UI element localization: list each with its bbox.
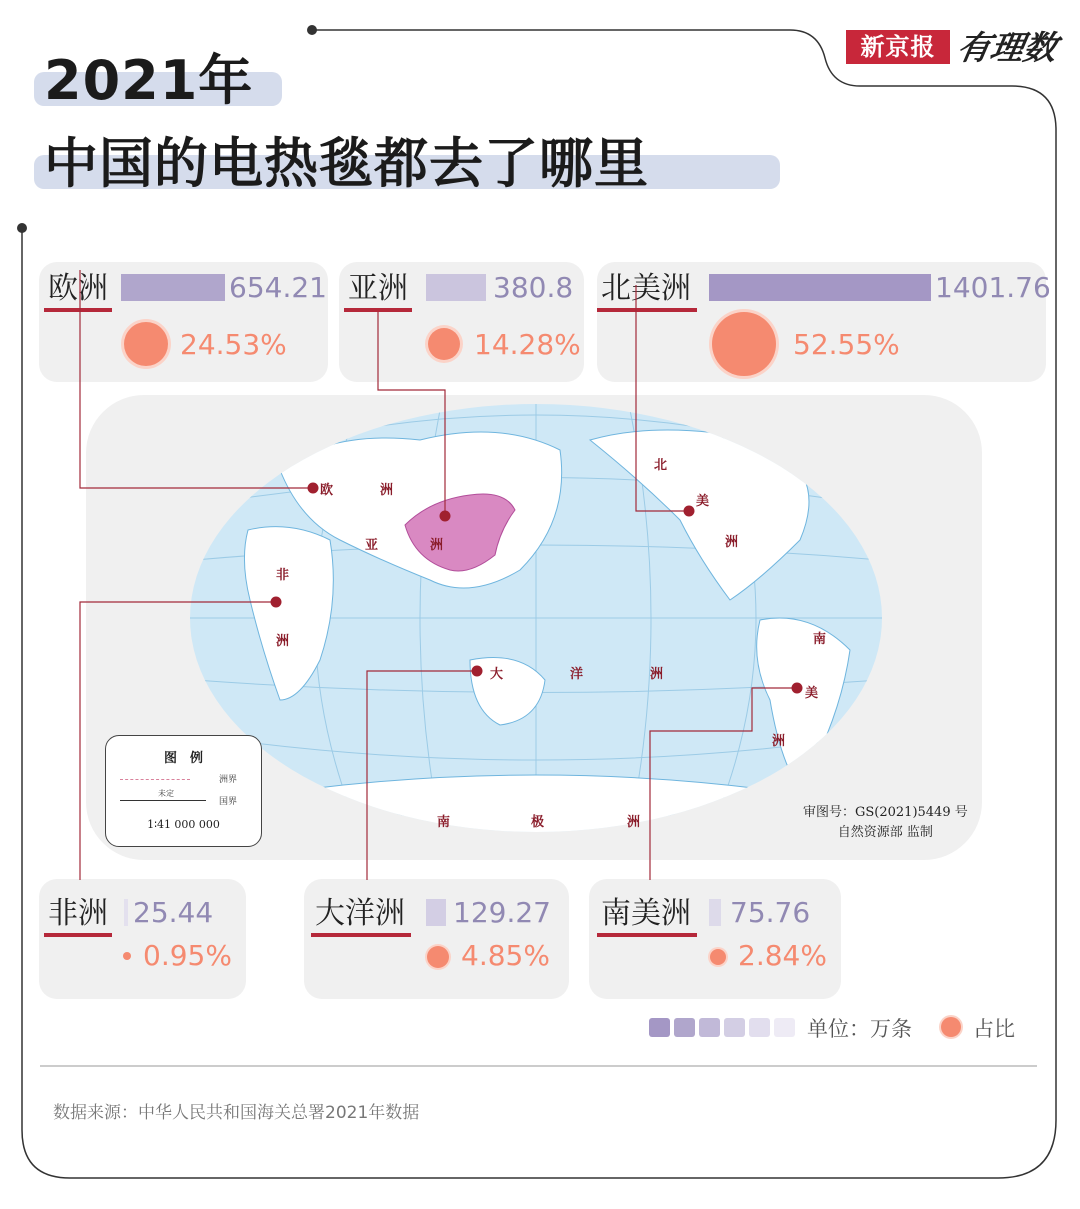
map-label-antarctica-2: 极 [531, 815, 545, 830]
map-label-north-america-2: 美 [696, 494, 710, 509]
map-label-antarctica-3: 洲 [627, 815, 641, 830]
share-legend-label: 占比 [973, 1017, 1015, 1041]
scale-swatch-5 [749, 1018, 770, 1037]
share-label-europe: 24.53% [180, 328, 287, 361]
map-legend-undetermined: 未定 [158, 789, 174, 798]
marker-north-america [684, 506, 695, 517]
scale-swatch-3 [699, 1018, 720, 1037]
marker-asia [440, 511, 451, 522]
connector-europe [80, 270, 313, 488]
value-label-oceania: 129.27 [453, 896, 551, 929]
continent-name-oceania: 大洋洲 [315, 896, 405, 931]
scale-swatch-6 [774, 1018, 795, 1037]
value-label-europe: 654.21 [229, 271, 327, 304]
map-label-south-america-3: 洲 [772, 734, 786, 749]
map-approval-line-2: 自然资源部 监制 [837, 825, 933, 840]
scale-swatch-4 [724, 1018, 745, 1037]
map-label-europe-2: 洲 [380, 483, 394, 498]
share-legend-dot [941, 1017, 961, 1037]
map-legend [105, 735, 262, 847]
map-label-north-america-1: 北 [654, 458, 668, 473]
map-label-north-america-3: 洲 [725, 535, 739, 550]
map-label-asia-1: 亚 [365, 538, 379, 553]
map-label-asia-2: 洲 [430, 538, 444, 553]
map-label-oceania-2: 洋 [570, 667, 584, 682]
map-legend-border: 国界 [219, 797, 238, 807]
map-label-antarctica-1: 南 [437, 815, 451, 830]
map-approval [803, 803, 968, 843]
map-label-oceania-3: 洲 [650, 667, 664, 682]
scale-swatch-1 [649, 1018, 670, 1037]
scale-swatch-2 [674, 1018, 695, 1037]
border-line-sample [120, 800, 206, 801]
marker-europe [308, 483, 319, 494]
map-approval-line-1: 审图号：GS(2021)5449 号 [803, 805, 968, 820]
value-label-asia: 380.8 [493, 271, 574, 304]
continent-name-south-america: 南美洲 [601, 896, 691, 931]
marker-oceania [472, 666, 483, 677]
continent-name-asia: 亚洲 [348, 271, 408, 306]
marker-south-america [792, 683, 803, 694]
map-label-europe-1: 欧 [320, 483, 334, 498]
marker-africa [271, 597, 282, 608]
data-source: 数据来源：中华人民共和国海关总署2021年数据 [53, 1103, 420, 1123]
continent-name-north-america: 北美洲 [601, 271, 691, 306]
unit-label: 单位：万条 [807, 1017, 912, 1041]
value-label-south-america: 75.76 [730, 896, 811, 929]
boundary-line-sample [120, 779, 190, 780]
share-label-asia: 14.28% [474, 328, 581, 361]
column-logo: 有理数 [954, 28, 1061, 67]
map-label-south-america-2: 美 [805, 686, 819, 701]
map-legend-boundary: 洲界 [219, 775, 238, 785]
map-label-africa-2: 洲 [276, 634, 290, 649]
map-legend-title: 图 例 [163, 751, 203, 766]
share-label-africa: 0.95% [143, 939, 232, 972]
brand-logo: 新京报 [846, 30, 950, 64]
title-line-2: 中国的电热毯都去了哪里 [44, 132, 649, 195]
share-label-oceania: 4.85% [461, 939, 550, 972]
continent-name-africa: 非洲 [48, 896, 108, 931]
value-label-north-america: 1401.76 [935, 271, 1051, 304]
title-line-1: 2021年 [44, 49, 254, 112]
share-label-south-america: 2.84% [738, 939, 827, 972]
map-legend-scale: 1∶41 000 000 [147, 818, 220, 831]
map-label-africa-1: 非 [276, 568, 290, 583]
antarctica-shape [300, 775, 770, 840]
share-label-north-america: 52.55% [793, 328, 900, 361]
map-label-south-america-1: 南 [813, 632, 827, 647]
map-label-oceania-1: 大 [490, 667, 504, 682]
continent-name-europe: 欧洲 [48, 271, 108, 306]
value-label-africa: 25.44 [133, 896, 214, 929]
